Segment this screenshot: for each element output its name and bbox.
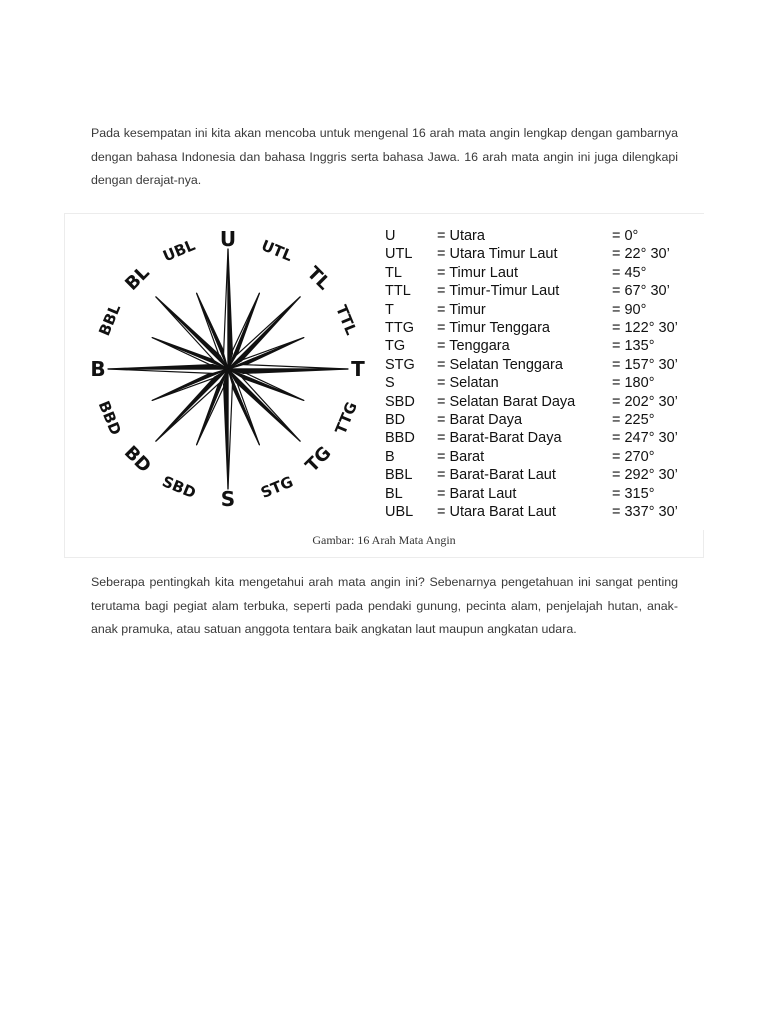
direction-row xyxy=(385,449,705,467)
direction-abbr: BD xyxy=(385,412,406,428)
direction-row xyxy=(385,486,705,504)
direction-name: = Barat-Barat Daya xyxy=(437,430,562,447)
direction-degree: = 180° xyxy=(612,375,655,392)
rose-label: BBD xyxy=(94,398,125,438)
rose-label: TTL xyxy=(332,302,361,338)
direction-degree: = 135° xyxy=(612,338,655,355)
rose-label: U xyxy=(219,227,237,251)
rose-label: BBL xyxy=(95,301,125,339)
direction-name: = Barat Laut xyxy=(437,485,517,502)
rose-point-mid-right xyxy=(156,369,228,441)
rose-label: S xyxy=(220,487,236,511)
direction-degree: = 247° 30’ xyxy=(612,430,678,447)
rose-point-main-right xyxy=(228,369,348,373)
rose-label: STG xyxy=(258,472,296,502)
direction-degree: = 22° 30’ xyxy=(612,246,670,263)
rose-point-mid-right xyxy=(156,297,228,369)
direction-degree: = 67° 30’ xyxy=(612,283,670,300)
direction-abbr: T xyxy=(385,301,394,318)
direction-row xyxy=(385,375,705,393)
compass-figure-image xyxy=(92,214,704,530)
direction-row xyxy=(385,467,705,485)
direction-row xyxy=(385,246,705,264)
direction-abbr: U xyxy=(385,228,396,244)
direction-name: = Tenggara xyxy=(437,338,510,355)
direction-name: = Timur Laut xyxy=(437,264,518,281)
outro-paragraph: Seberapa pentingkah kita mengetahui arah mata angin ini? Sebenarnya pengetahuan ini sangat penting terutama bagi pegiat alam terbuka, seperti pada pendaki gunung, pecinta alam, penjelajah hutan, anak-anak pramuka, atau satuan anggota tentara baik angkatan laut maupun angkatan udara. xyxy=(91,575,678,636)
rose-point-main-left xyxy=(108,369,228,373)
direction-row xyxy=(385,430,705,448)
direction-degree: = 315° xyxy=(612,485,655,502)
direction-abbr: TL xyxy=(385,264,402,281)
rose-point-main-left xyxy=(228,365,348,369)
rose-label: BL xyxy=(121,262,154,295)
rose-point-mid-right xyxy=(228,297,300,369)
compass-rose xyxy=(92,214,382,530)
direction-row xyxy=(385,394,705,412)
direction-row xyxy=(385,338,705,356)
direction-degree: = 337° 30’ xyxy=(612,504,678,520)
direction-name: = Barat xyxy=(437,448,485,465)
rose-point-main-left xyxy=(224,249,228,369)
rose-point-main-right xyxy=(224,369,228,489)
direction-degree: = 270° xyxy=(612,448,655,465)
direction-abbr: BBD xyxy=(385,430,415,447)
direction-abbr: UTL xyxy=(385,246,413,263)
direction-name: = Timur-Timur Laut xyxy=(437,283,560,300)
figure-caption: Gambar: 16 Arah Mata Angin xyxy=(312,533,456,547)
direction-row xyxy=(385,504,705,522)
rose-label: BD xyxy=(119,441,156,478)
direction-degree: = 292° 30’ xyxy=(612,467,678,484)
direction-degree: = 45° xyxy=(612,264,647,281)
direction-row xyxy=(385,283,705,301)
rose-label: UBL xyxy=(160,236,198,266)
direction-abbr: TG xyxy=(385,338,406,355)
direction-abbr: BBL xyxy=(385,467,413,484)
direction-degree: = 122° 30’ xyxy=(612,320,678,336)
direction-abbr: UBL xyxy=(385,504,414,520)
rose-label: SBD xyxy=(159,472,199,503)
rose-point-main-right xyxy=(108,365,228,369)
direction-abbr: TTL xyxy=(385,283,411,300)
direction-name: = Selatan Barat Daya xyxy=(437,393,576,410)
direction-row xyxy=(385,228,705,246)
direction-name: = Timur xyxy=(437,301,486,318)
direction-degree: = 0° xyxy=(612,228,639,244)
direction-degree: = 225° xyxy=(612,412,655,428)
direction-row xyxy=(385,357,705,375)
direction-degree: = 90° xyxy=(612,301,647,318)
rose-label: TG xyxy=(301,442,336,477)
direction-abbr: SBD xyxy=(385,393,415,410)
direction-name: = Utara Timur Laut xyxy=(437,246,558,263)
direction-name: = Selatan xyxy=(437,375,499,392)
direction-name: = Timur Tenggara xyxy=(437,320,550,336)
direction-name: = Barat-Barat Laut xyxy=(437,467,556,484)
rose-point-main-left xyxy=(228,369,232,489)
intro-paragraph: Pada kesempatan ini kita akan mencoba untuk mengenal 16 arah mata angin lengkap dengan gambarnya dengan bahasa Indonesia dan bahasa Inggris serta bahasa Jawa. 16 arah mata angin ini juga dilengkapi dengan derajat-nya. xyxy=(91,126,678,187)
direction-name: = Selatan Tenggara xyxy=(437,356,563,373)
direction-row xyxy=(385,320,705,338)
rose-point-main-right xyxy=(228,249,232,369)
rose-label: B xyxy=(90,357,106,381)
rose-label: TL xyxy=(302,262,335,295)
direction-name: = Barat Daya xyxy=(437,412,523,428)
direction-degree: = 157° 30’ xyxy=(612,356,678,373)
direction-abbr: S xyxy=(385,375,395,392)
rose-label: TTG xyxy=(331,399,361,437)
direction-row xyxy=(385,265,705,283)
direction-abbr: TTG xyxy=(385,320,414,336)
direction-name: = Utara xyxy=(437,228,485,244)
figure xyxy=(64,213,704,558)
direction-row xyxy=(385,412,705,430)
rose-label: UTL xyxy=(258,236,296,266)
direction-name: = Utara Barat Laut xyxy=(437,504,556,520)
rose-label: T xyxy=(351,357,365,381)
direction-row xyxy=(385,302,705,320)
direction-abbr: BL xyxy=(385,485,403,502)
direction-abbr: STG xyxy=(385,356,415,373)
direction-degree: = 202° 30’ xyxy=(612,393,678,410)
direction-abbr: B xyxy=(385,448,395,465)
rose-point-mid-right xyxy=(228,369,300,441)
